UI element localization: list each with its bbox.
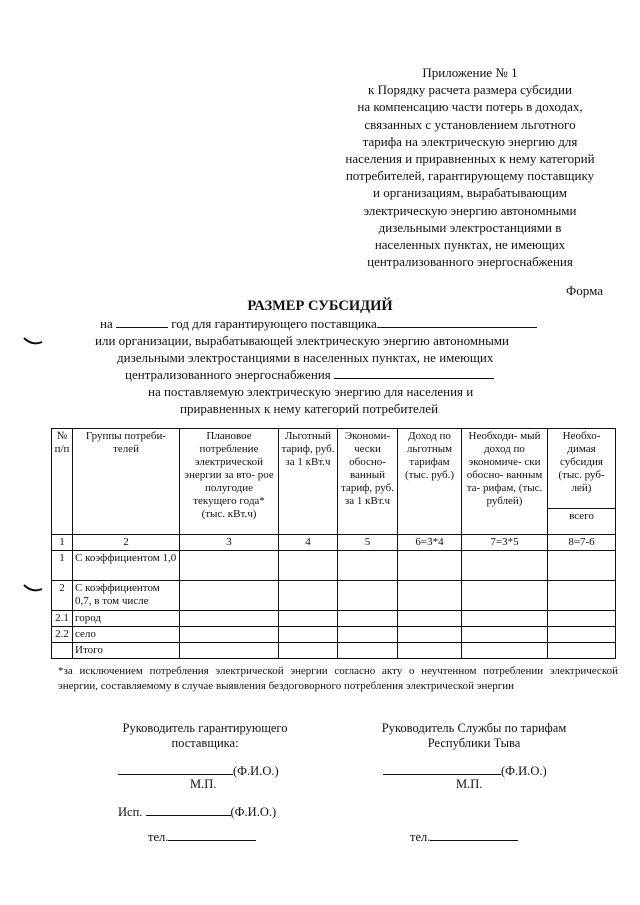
row-num: 1 [52,551,73,581]
right-tel-line [410,829,518,845]
isp-line [118,804,276,820]
isp-blank[interactable] [146,804,231,816]
right-title-2: Республики Тыва [427,736,521,750]
cell[interactable] [462,611,548,627]
cell[interactable] [338,643,398,659]
subtitle-line-5: на поставляемую электрическую энергию для населения и [148,384,474,399]
appendix-line: электрическую энергию автономными [363,202,577,218]
subtitle-prefix: на [100,316,113,331]
subtitle-line-2: или организации, вырабатывающей электрическую энергию автономными [95,333,509,348]
row-num [52,643,73,659]
subtitle-mid: год для гарантирующего поставщика [171,316,377,331]
appendix-line: централизованного энергоснабжения [367,254,573,270]
appendix-line: Приложение № 1 [422,65,518,80]
row-group: город [73,611,180,627]
subtitle-line-6: приравненных к нему категорий потребителей [180,401,439,416]
cell[interactable] [180,611,279,627]
cell[interactable] [180,551,279,581]
header-tariff: Льготный тариф, руб. за 1 кВт.ч [279,429,338,535]
cell[interactable] [338,581,398,611]
cell[interactable] [548,627,616,643]
left-tel-blank[interactable] [168,829,256,841]
header-needed-income: Необходи- мый доход по экономиче- ски обосно- ванным та- рифам, (тыс. рублей) [462,429,548,535]
header-num: № п/п [52,429,73,535]
appendix-line: населенных пунктах, не имеющих [374,237,566,253]
col-number: 3 [180,535,279,551]
appendix-line: и организациям, вырабатывающим [373,185,567,201]
header-groups: Группы потреби- телей [73,429,180,535]
subtitle-line-3: дизельными электростанциями в населенных пунктах, не имеющих [117,350,494,365]
table-row [52,551,616,581]
table-row [52,643,616,659]
row-group: С коэффициентом 1,0 [73,551,180,581]
cell[interactable] [548,643,616,659]
appendix-line: к Порядку расчета размера субсидии [368,82,572,98]
cell[interactable] [462,627,548,643]
cell[interactable] [180,581,279,611]
cell[interactable] [338,627,398,643]
form-label: Форма [566,283,603,298]
cell[interactable] [338,551,398,581]
left-title-2: поставщика: [171,736,239,750]
row-num: 2 [52,581,73,611]
row-group: С коэффициентом 0,7, в том числе [73,581,180,611]
cell[interactable] [279,643,338,659]
col-number: 7=3*5 [462,535,548,551]
cell[interactable] [548,551,616,581]
table-row [52,627,616,643]
subtitle-line-1 [100,316,537,332]
isp-fio-label: (Ф.И.О.) [230,805,277,819]
cell[interactable] [279,611,338,627]
cell[interactable] [548,611,616,627]
header-total: всего [548,509,616,535]
supplier-name-blank[interactable] [377,316,537,328]
appendix-line: населения и приравненных к нему категорий [345,151,595,167]
cell[interactable] [462,551,548,581]
header-econ-tariff: Экономи- чески обосно- ванный тариф, руб. за 1 кВт.ч [338,429,398,535]
header-income: Доход по льготным тарифам (тыс. руб.) [398,429,462,535]
table-row [52,581,616,611]
col-number: 2 [73,535,180,551]
cell[interactable] [180,643,279,659]
appendix-line: потребителей, гарантирующему поставщику [345,168,595,184]
right-signature-title [364,721,584,751]
right-tel-blank[interactable] [430,829,518,841]
cell[interactable] [398,611,462,627]
cell[interactable] [279,627,338,643]
subtitle-line-4 [125,367,494,383]
cell[interactable] [180,627,279,643]
right-mp: М.П. [456,777,483,791]
header-subsidy: Необхо- димая субсидия (тыс. руб- лей) [548,429,616,509]
left-signature-blank[interactable] [118,763,233,775]
subsidy-table [51,428,616,659]
cell[interactable] [462,643,548,659]
appendix-line: тарифа на электрическую энергию для [362,133,578,149]
org-blank[interactable] [334,367,494,379]
footnote: *за исключением потребления электрической энергии согласно акту о неучтенном потреблении электрической энергии, составляемому в случае выявления бездоговорного потребления электрической энергии [58,665,618,692]
document-title: РАЗМЕР СУБСИДИЙ [247,298,393,314]
appendix-header [300,64,640,270]
cell[interactable] [398,627,462,643]
cell[interactable] [398,643,462,659]
col-number: 6=3*4 [398,535,462,551]
subtitle-l4-text: централизованного энергоснабжения [125,367,331,382]
column-number-row [52,535,616,551]
left-mp: М.П. [190,777,217,791]
year-blank[interactable] [116,316,168,328]
right-fio-label: (Ф.И.О.) [501,764,547,778]
col-number: 1 [52,535,73,551]
left-tel-label: тел. [148,830,169,844]
cell[interactable] [279,581,338,611]
col-number: 4 [279,535,338,551]
cell[interactable] [462,581,548,611]
appendix-line: дизельными электростанциями в [378,219,562,235]
cell[interactable] [398,551,462,581]
cell[interactable] [338,611,398,627]
right-signature-blank[interactable] [383,763,501,775]
cell[interactable] [279,551,338,581]
left-tel-line [148,829,256,845]
right-title-1: Руководитель Службы по тарифам [381,721,567,735]
right-tel-label: тел. [410,830,431,844]
table-header-row [52,429,616,509]
margin-mark [22,582,44,594]
isp-label: Исп. [118,805,143,819]
left-title-1: Руководитель гарантирующего [122,721,288,735]
left-signature-title [115,721,295,751]
cell[interactable] [398,581,462,611]
row-group: Итого [73,643,180,659]
header-planned: Плановое потребление электрической энергии за вто- рое полугодие текущего года* (тыс. кВт.ч) [180,429,279,535]
margin-mark [22,335,44,347]
cell[interactable] [548,581,616,611]
left-fio-label: (Ф.И.О.) [233,764,279,778]
col-number: 8=7-6 [548,535,616,551]
appendix-line: на компенсацию части потерь в доходах, [357,99,583,115]
appendix-line: связанных с установлением льготного [364,116,576,132]
table-row [52,611,616,627]
row-group: село [73,627,180,643]
row-num: 2.1 [52,611,73,627]
row-num: 2.2 [52,627,73,643]
col-number: 5 [338,535,398,551]
